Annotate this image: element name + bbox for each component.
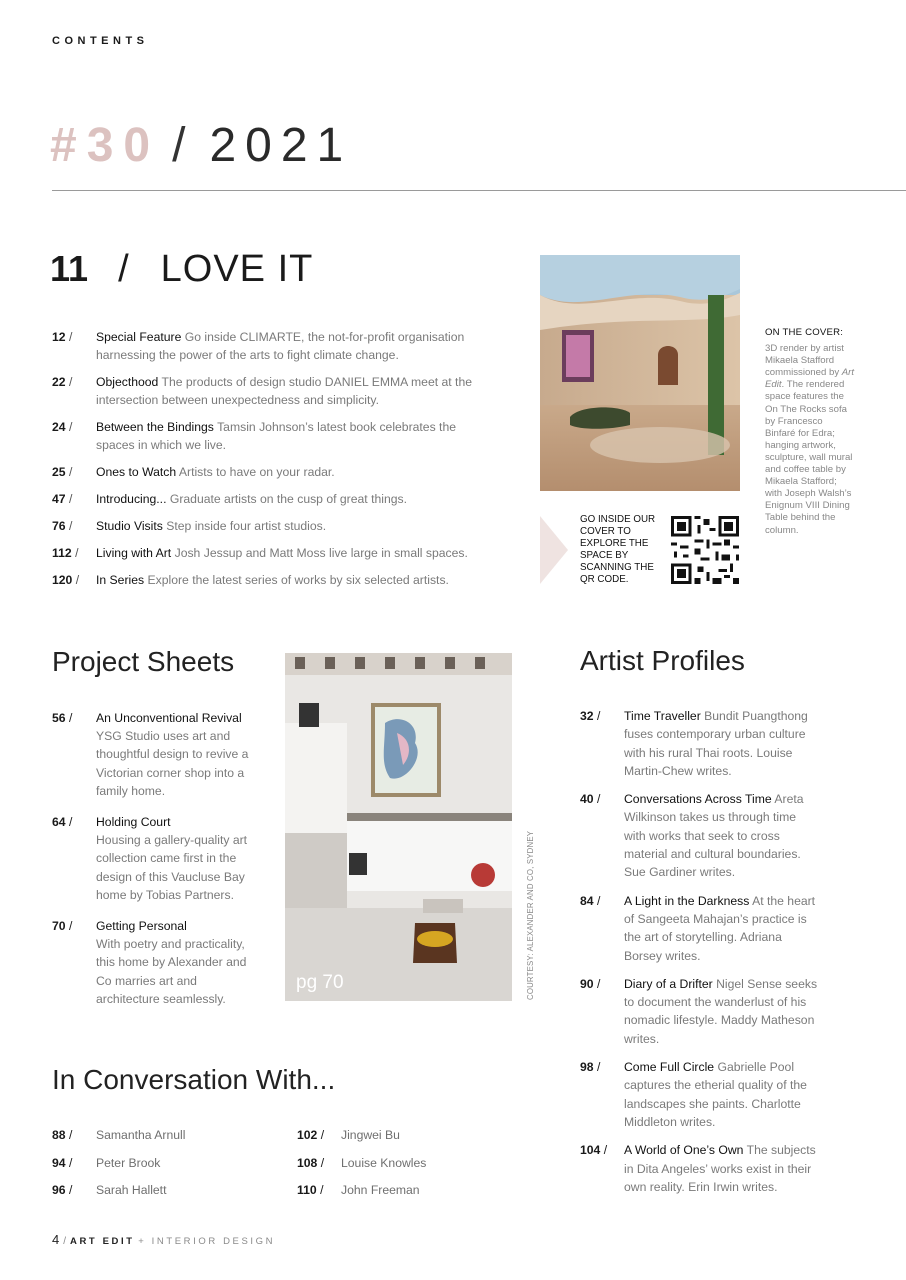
item-title: Time Traveller — [624, 709, 701, 723]
item-desc: Nigel Sense seeks to document the wanderlust of his nomadic lifestyle. Maddy Matheson writes. — [624, 976, 818, 1046]
item-page: 12 — [52, 330, 66, 344]
item-desc: Josh Jessup and Matt Moss live large in small spaces. — [174, 546, 468, 560]
item-desc: Explore the latest series of works by six selected artists. — [147, 573, 449, 587]
list-item[interactable]: 12 / Special Feature Go inside CLIMARTE, the not-for-profit organisation harnessing the power of the arts to fight climate change. — [52, 330, 465, 362]
item-title: Diary of a Drifter — [624, 976, 713, 991]
item-desc: Gabrielle Pool captures the etherial quality of the landscapes she paints. Charlotte Middleton writes. — [624, 1060, 807, 1129]
arrow-triangle-icon — [540, 516, 568, 584]
list-item[interactable]: 32 / Time Traveller Bundit Puangthong fuses contemporary urban culture with his rural Thai roots. Louise Martin-Chew writes. — [580, 709, 808, 778]
item-page: 98 — [580, 1060, 594, 1075]
list-item[interactable]: 24 / Between the Bindings Tamsin Johnson’s latest book celebrates the spaces in which we live. — [52, 420, 457, 452]
item-desc: Areta Wilkinson takes us through time with works that seek to cross material and cultural boundaries. Sue Gardiner writes. — [624, 792, 804, 880]
love-it-heading — [50, 248, 313, 291]
cover-caption — [765, 327, 855, 537]
item-page: 112 — [52, 546, 72, 560]
cover-caption-text-b: . The rendered space features the On The Rocks sofa by Francesco Binfaré for Edra; hanging artwork, sculpture, wall mural and coffee table by Mikaela Stafford; with Joseph Walsh’s Enignum VIII Dining Table behind the column. — [765, 379, 853, 536]
item-page: 32 — [580, 709, 594, 723]
list-item[interactable]: 90 / Diary of a Drifter Nigel Sense seeks to document the wanderlust of his nomadic lifestyle. Maddy Matheson writes. — [580, 976, 818, 1046]
list-item[interactable]: 110 / John Freeman — [297, 1183, 420, 1197]
conversation-list-right — [297, 1126, 426, 1209]
list-item[interactable]: 98 / Come Full Circle Gabrielle Pool captures the etherial quality of the landscapes she paints. Charlotte Middleton writes. — [580, 1060, 807, 1129]
item-page: 56 — [52, 711, 66, 725]
item-name: Jingwei Bu — [341, 1128, 400, 1142]
item-title: Ones to Watch — [96, 465, 177, 479]
footer-brand: ART EDIT — [70, 1236, 135, 1247]
item-page: 47 — [52, 492, 66, 506]
item-desc: Go inside CLIMARTE, the not-for-profit organisation harnessing the power of the arts to fight climate change. — [96, 330, 465, 362]
item-page: 25 — [52, 465, 66, 479]
item-title: Holding Court — [96, 815, 171, 830]
issue-year: 2021 — [209, 119, 353, 172]
page-footer — [52, 1232, 275, 1247]
item-title: Come Full Circle — [624, 1060, 715, 1075]
list-item[interactable]: 112 / Living with Art Josh Jessup and Matt Moss live large in small spaces. — [52, 546, 468, 560]
cover-render-image — [540, 255, 740, 491]
issue-separator: / — [172, 119, 194, 172]
footer-subtitle: + INTERIOR DESIGN — [138, 1236, 276, 1247]
conversation-title: In Conversation With... — [52, 1064, 336, 1095]
item-title: Between the Bindings — [96, 420, 214, 434]
photo-credit: COURTESY: ALEXANDER AND CO, SYDNEY — [526, 830, 535, 1000]
list-item[interactable]: 56 / An Unconventional Revival YSG Studio uses art and thoughtful design to revive a Victorian corner shop into a family home. — [52, 709, 262, 800]
artist-profiles-list — [580, 707, 820, 1206]
item-title: In Series — [96, 573, 145, 587]
item-desc: With poetry and practicality, this home by Alexander and Co marries art and architecture seamlessly. — [96, 937, 247, 1006]
item-page: 90 — [580, 976, 594, 991]
item-page: 70 — [52, 919, 66, 934]
love-it-page: 11 — [50, 248, 89, 289]
item-desc: YSG Studio uses art and thoughtful design to revive a Victorian corner shop into a family home. — [96, 729, 249, 798]
qr-instructions: GO INSIDE OUR COVER TO EXPLORE THE SPACE BY SCANNING THE QR CODE. — [580, 514, 656, 586]
item-title: Living with Art — [96, 546, 172, 560]
cover-caption-text-a: 3D render by artist Mikaela Stafford commissioned by — [765, 343, 844, 379]
issue-heading — [50, 118, 352, 173]
contents-label: CONTENTS — [52, 35, 149, 47]
list-item[interactable]: 64 / Holding Court Housing a gallery-quality art collection came first in the design of this Vaucluse Bay home by Tobias Partners. — [52, 813, 262, 904]
item-desc: Artists to have on your radar. — [178, 465, 335, 479]
item-page: 96 — [52, 1183, 66, 1197]
item-desc: The products of design studio DANIEL EMMA meet at the intersection between unexpectedness and simplicity. — [96, 375, 472, 407]
item-title: Special Feature — [96, 330, 182, 344]
list-item[interactable]: 120 / In Series Explore the latest series of works by six selected artists. — [52, 573, 449, 587]
item-page: 104 — [580, 1143, 601, 1158]
list-item[interactable]: 25 / Ones to Watch Artists to have on your radar. — [52, 465, 335, 479]
image-page-label: pg 70 — [296, 972, 344, 993]
item-desc: Step inside four artist studios. — [166, 519, 327, 533]
item-page: 110 — [297, 1183, 317, 1197]
list-item[interactable]: 22 / Objecthood The products of design studio DANIEL EMMA meet at the intersection between unexpectedness and simplicity. — [52, 375, 472, 407]
list-item[interactable]: 88 / Samantha Arnull — [52, 1128, 186, 1142]
item-desc: Housing a gallery-quality art collection came first in the design of this Vaucluse Bay home by Tobias Partners. — [96, 833, 248, 902]
item-desc: Tamsin Johnson’s latest book celebrates the spaces in which we live. — [96, 420, 457, 452]
item-page: 40 — [580, 792, 594, 807]
item-title: Getting Personal — [96, 919, 187, 934]
item-title: Introducing... — [96, 492, 167, 506]
item-title: A Light in the Darkness — [624, 893, 750, 908]
footer-page-number: 4 — [52, 1232, 60, 1247]
item-page: 84 — [580, 893, 594, 908]
item-page: 88 — [52, 1128, 66, 1142]
item-desc: Bundit Puangthong fuses contemporary urban culture with his rural Thai roots. Louise Martin-Chew writes. — [624, 709, 808, 778]
cover-heading: ON THE COVER: — [765, 327, 844, 338]
item-page: 22 — [52, 375, 66, 389]
item-name: John Freeman — [341, 1183, 420, 1197]
list-item[interactable]: 96 / Sarah Hallett — [52, 1183, 167, 1197]
item-title: Conversations Across Time — [624, 792, 772, 807]
item-title: Studio Visits — [96, 519, 163, 533]
project-sheets-title: Project Sheets — [52, 646, 235, 677]
list-item[interactable]: 104 / A World of One’s Own The subjects in Dita Angeles’ works exist in their own reality. Erin Irwin writes. — [580, 1143, 816, 1194]
item-page: 102 — [297, 1128, 318, 1142]
item-title: Objecthood — [96, 375, 159, 389]
love-it-title: LOVE IT — [160, 248, 314, 290]
item-page: 64 — [52, 815, 66, 830]
artist-profiles-title: Artist Profiles — [580, 645, 745, 676]
item-page: 76 — [52, 519, 66, 533]
project-sheets-list — [52, 709, 262, 1021]
qr-code-icon[interactable] — [668, 513, 742, 587]
conversation-list-left — [52, 1126, 185, 1209]
header-divider — [52, 190, 906, 191]
list-item[interactable]: 94 / Peter Brook — [52, 1155, 161, 1170]
item-name: Louise Knowles — [341, 1155, 427, 1170]
item-desc: Graduate artists on the cusp of great things. — [169, 492, 407, 506]
list-item[interactable]: 47 / Introducing... Graduate artists on the cusp of great things. — [52, 492, 407, 506]
list-item[interactable]: 76 / Studio Visits Step inside four artist studios. — [52, 519, 327, 533]
list-item[interactable]: 40 / Conversations Across Time Areta Wilkinson takes us through time with works that seek to cross material and cultural boundaries. Sue Gardiner writes. — [580, 792, 804, 880]
footer-separator: / — [63, 1236, 67, 1247]
item-name: Sarah Hallett — [96, 1183, 167, 1197]
item-desc: At the heart of Sangeeta Mahajan’s practice is the art of storytelling. Adriana Borsey writes. — [624, 893, 816, 963]
item-title: An Unconventional Revival — [96, 711, 242, 725]
issue-number: #30 — [50, 119, 161, 172]
project-sheet-photo — [285, 653, 512, 1001]
cover-caption-em: Art Edit — [765, 367, 855, 391]
item-page: 94 — [52, 1155, 66, 1170]
item-page: 24 — [52, 420, 66, 434]
item-page: 120 — [52, 573, 73, 587]
list-item[interactable]: 108 / Louise Knowles — [297, 1155, 427, 1170]
item-desc: The subjects in Dita Angeles’ works exist in their own reality. Erin Irwin writes. — [624, 1143, 816, 1194]
item-title: A World of One’s Own — [624, 1143, 744, 1158]
item-name: Peter Brook — [96, 1155, 161, 1170]
list-item[interactable]: 102 / Jingwei Bu — [297, 1128, 400, 1142]
list-item[interactable]: 70 / Getting Personal With poetry and practicality, this home by Alexander and Co marries art and architecture seamlessly. — [52, 917, 262, 1008]
item-name: Samantha Arnull — [96, 1128, 186, 1142]
love-it-separator: / — [118, 248, 129, 290]
item-page: 108 — [297, 1155, 318, 1170]
love-it-list — [52, 328, 482, 598]
list-item[interactable]: 84 / A Light in the Darkness At the heart of Sangeeta Mahajan’s practice is the art of storytelling. Adriana Borsey writes. — [580, 893, 816, 963]
